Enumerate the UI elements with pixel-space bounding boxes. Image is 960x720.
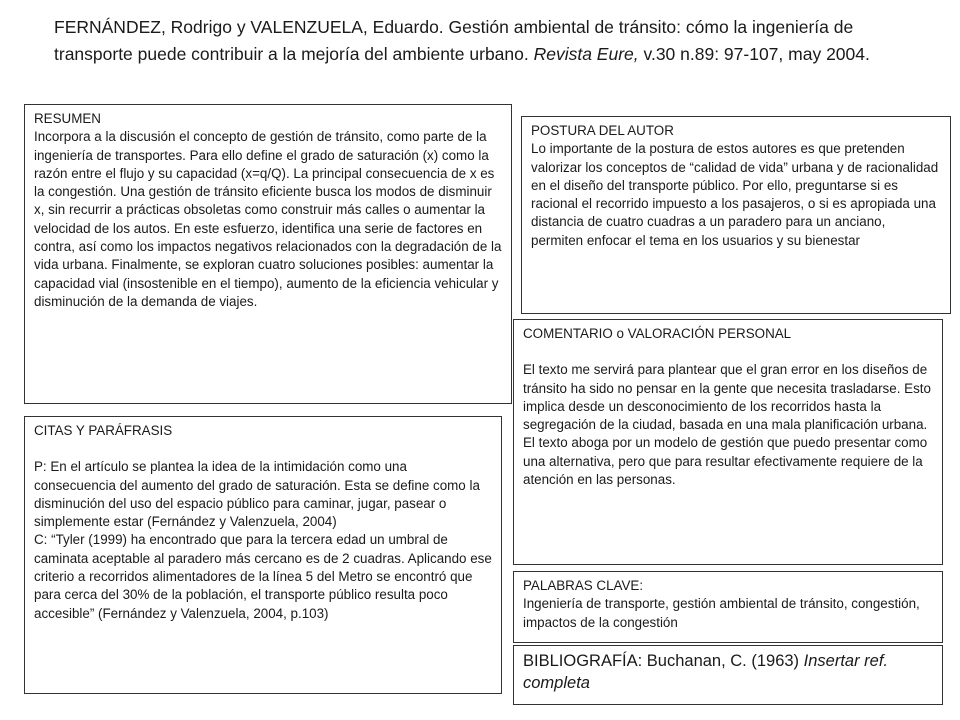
comentario-text: El texto me servirá para plantear que el gran error en los diseños de tránsito ha sido no pensar en la gente que necesita trasladarse. Esto implica desde un desconocimiento de los recorridos hasta la segregación de la ciudad, basada en una mala planificación urbana. El texto aboga por un modelo de gestión que puedo presentar como una alternativa, pero que para resultar efectivamente requiere de la atención en las personas.	[523, 362, 931, 488]
postura-heading: POSTURA DEL AUTOR	[531, 123, 674, 138]
postura-box	[521, 116, 951, 314]
citation-title	[54, 14, 924, 68]
bibliografia-placeholder: Insertar ref. completa	[523, 652, 889, 692]
resumen-heading: RESUMEN	[34, 111, 101, 126]
bibliografia-box	[513, 645, 943, 705]
postura-text: Lo importante de la postura de estos autores es que pretenden valorizar los conceptos de “calidad de vida” urbana y de racionalidad en el diseño del transporte público. Por ello, preguntarse si es racional el recorrido impuesto a los pasajeros, o si es apropiada una distancia de cuatro cuadras a un paradero para un anciano, permiten enfocar el tema en los usuarios y su bienestar	[531, 141, 939, 248]
citation-volume-date: v.30 n.89: 97-107, may 2004.	[638, 44, 870, 64]
palabras-clave-box	[513, 571, 943, 643]
citation-journal: Revista Eure,	[533, 44, 639, 64]
comentario-box	[513, 319, 943, 565]
palabras-clave-heading: PALABRAS CLAVE:	[523, 578, 644, 593]
palabras-clave-text: Ingeniería de transporte, gestión ambiental de tránsito, congestión, impactos de la congestión	[523, 596, 920, 630]
resumen-box	[24, 104, 512, 404]
citas-box	[24, 416, 502, 694]
bibliografia-label: BIBLIOGRAFÍA: Buchanan, C. (1963)	[523, 652, 804, 670]
citation-authors-title: FERNÁNDEZ, Rodrigo y VALENZUELA, Eduardo. Gestión ambiental de tránsito: cómo la ingeniería de transporte puede contribuir a la mejoría del ambiente urbano.	[54, 17, 854, 64]
citas-heading: CITAS Y PARÁFRASIS	[34, 423, 173, 438]
citas-paraphrase-text: P: En el artículo se plantea la idea de la intimidación como una consecuencia del aumento del grado de saturación. Esta se define como la disminución del uso del espacio público para caminar, jugar, pasear o simplemente estar (Fernández y Valenzuela, 2004)	[34, 459, 480, 530]
comentario-heading: COMENTARIO o VALORACIÓN PERSONAL	[523, 326, 792, 341]
citas-quote-text: C: “Tyler (1999) ha encontrado que para la tercera edad un umbral de caminata aceptable al paradero más cercano es de 2 cuadras. Aplicando ese criterio a recorridos alimentadores de la línea 5 del Metro se encontró que para cerca del 30% de la población, el transporte público resulta poco accesible” (Fernández y Valenzuela, 2004, p.103)	[34, 532, 492, 621]
resumen-text: Incorpora a la discusión el concepto de gestión de tránsito, como parte de la ingeniería de transportes. Para ello define el grado de saturación (x) como la razón entre el flujo y su capacidad (x=q/Q). La principal consecuencia de x es la congestión. Una gestión de tránsito eficiente busca los modos de disminuir x, sin recurrir a prácticas obsoletas como construir más calles o aumentar la velocidad de los autos. En este esfuerzo, identifica una serie de factores en contra, así como los impactos negativos relacionados con la degradación de la vida urbana. Finalmente, se exploran cuatro soluciones posibles: aumentar la capacidad vial (insostenible en el tiempo), aumento de la eficiencia vehicular y disminución de la demanda de viajes.	[34, 129, 502, 309]
